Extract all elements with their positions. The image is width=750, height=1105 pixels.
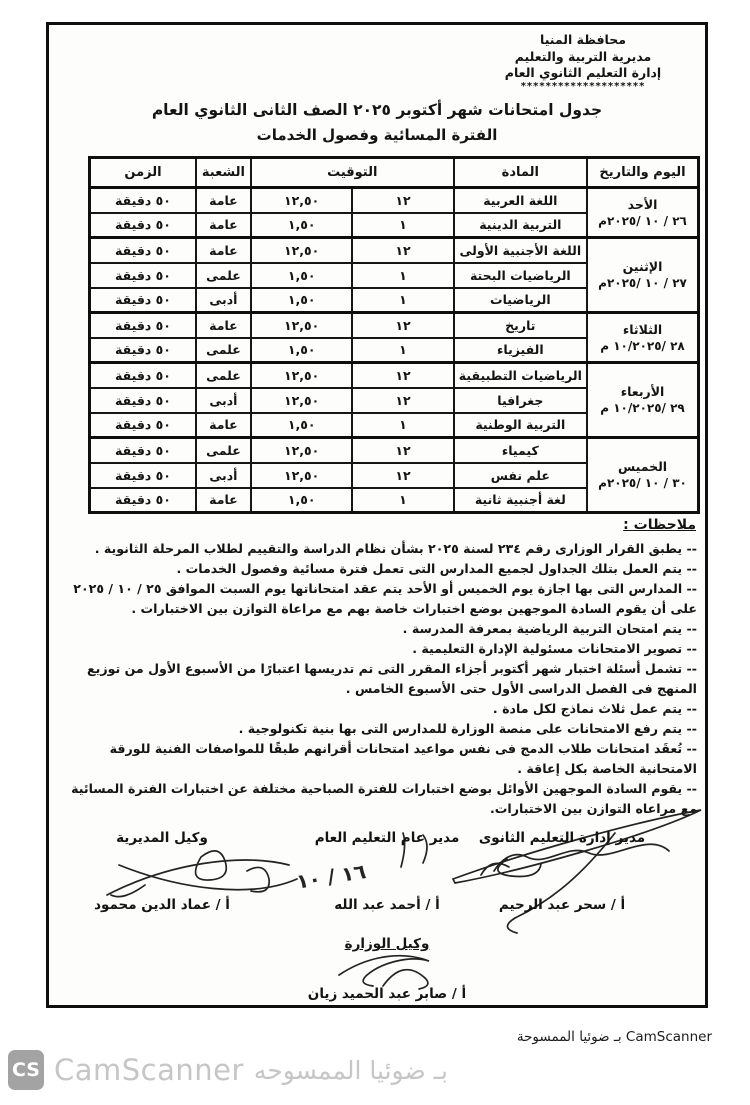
cell-division: عامة [196, 188, 251, 213]
cell-division: عامة [196, 313, 251, 338]
cell-subject: الفيزياء [454, 338, 587, 363]
cell-division: أدبى [196, 463, 251, 488]
camscanner-scan-caption: الممسوحة‎ ضوئيا‎ بـ‎ CamScanner [516, 1029, 712, 1045]
cell-end: ١٢,٥٠ [251, 188, 352, 213]
cell-division: عامة [196, 238, 251, 263]
cell-division: علمى [196, 363, 251, 388]
day-date-cell: الثلاثاء ٢٨ /١٠/٢٠٢٥ م [587, 313, 698, 363]
header-division: الشعبة [196, 158, 251, 188]
cell-duration: ٥٠ دقيقة [90, 288, 196, 313]
cell-duration: ٥٠ دقيقة [90, 263, 196, 288]
cell-division: عامة [196, 488, 251, 513]
signature-name: أ / عماد الدين محمود [94, 897, 230, 913]
cell-end: ١,٥٠ [251, 488, 352, 513]
cell-subject: لغة أجنبية ثانية [454, 488, 587, 513]
signature-title: وكيل المديرية [116, 830, 208, 846]
exam-row [90, 188, 699, 213]
day-date-cell: الإثنين ٢٧ / ١٠ /٢٠٢٥م [587, 238, 698, 313]
signature-name: أ / سحر عبد الرحيم [498, 897, 626, 913]
cell-start: ١٢ [352, 388, 453, 413]
cell-start: ١ [352, 263, 453, 288]
table-header-row [90, 158, 699, 188]
exam-row [90, 238, 699, 263]
cell-subject: اللغة العربية [454, 188, 587, 213]
signature-name: أ / صابر عبد الحميد زيان [307, 986, 467, 1002]
cell-subject: اللغة الأجنبية الأولى [454, 238, 587, 263]
day-date-cell: الخميس ٣٠ / ١٠ /٢٠٢٥م [587, 438, 698, 513]
signature-title: مدير إدارة التعليم الثانوى [478, 830, 646, 846]
notes-list [59, 539, 697, 819]
cell-division: عامة [196, 213, 251, 238]
note-item: -- تُعقَد امتحانات طلاب الدمج فى نفس مواعيد امتحانات أقرانهم طبقًا للمواصفات الفنية للورقة الامتحانية الخاصة بكل إعاقة . [109, 741, 697, 776]
cell-end: ١,٥٠ [251, 288, 352, 313]
day-date-cell: الأحد ٢٦ / ١٠ /٢٠٢٥م [587, 188, 698, 238]
cell-end: ١٢,٥٠ [251, 388, 352, 413]
signature-title: مدير عام التعليم العام [314, 830, 460, 846]
cell-division: علمى [196, 438, 251, 463]
cell-subject: التربية الدينية [454, 213, 587, 238]
camscanner-watermark [8, 1050, 448, 1090]
scanned-document-page [46, 22, 708, 1008]
cell-end: ١,٥٠ [251, 213, 352, 238]
cell-subject: علم نفس [454, 463, 587, 488]
letterhead-governorate: محافظة المنيا [540, 32, 626, 47]
exam-row [90, 313, 699, 338]
cell-subject: كيمياء [454, 438, 587, 463]
cell-start: ١ [352, 288, 453, 313]
header-subject: المادة [454, 158, 587, 188]
note-item: -- يتم رفع الامتحانات على منصة الوزارة للمدارس التى بها بنية تكنولوجية . [238, 721, 697, 736]
cell-end: ١,٥٠ [251, 338, 352, 363]
cell-duration: ٥٠ دقيقة [90, 488, 196, 513]
cell-start: ١ [352, 338, 453, 363]
cell-duration: ٥٠ دقيقة [90, 413, 196, 438]
letterhead [469, 32, 697, 92]
cell-start: ١ [352, 213, 453, 238]
note-item: -- يتم امتحان التربية الرياضية بمعرفة المدرسة . [402, 621, 697, 636]
cell-division: أدبى [196, 388, 251, 413]
note-item: -- يتم عمل ثلاث نماذج لكل مادة . [492, 701, 697, 716]
signature-ministry-undersecretary [287, 936, 487, 1002]
document-subtitle: الفترة المسائية وفصول الخدمات [256, 126, 498, 144]
signatures-section [49, 805, 705, 1010]
watermark-brand: CamScanner [54, 1053, 244, 1087]
note-item: -- المدارس التى بها اجازة يوم الخميس أو الأحد يتم عقد امتحاناتها يوم السبت الموافق ٢٥ / ١٠ / ٢٠٢٥ على أن يقوم السادة الموجهين بوضع اختبارات خاصة بهم مع مراعاة التوازن بين الاختبارات . [73, 581, 697, 616]
cell-start: ١٢ [352, 463, 453, 488]
header-day-date: اليوم والتاريخ [587, 158, 698, 188]
watermark-arabic-text: الممسوحه‎ ضوئيا‎ بـ [253, 1055, 448, 1085]
cell-duration: ٥٠ دقيقة [90, 363, 196, 388]
cell-subject: التربية الوطنية [454, 413, 587, 438]
note-item: -- تشمل أسئلة اختبار شهر أكتوبر أجزاء المقرر التى تم تدريسها اعتبارًا من الأسبوع الأول من توزيع المنهج فى الفصل الدراسى الأول حتى الأسبوع الخامس . [86, 661, 697, 696]
notes-heading: ملاحظات : [623, 517, 696, 533]
day-date-cell: الأربعاء ٢٩ /١٠/٢٠٢٥ م [587, 363, 698, 438]
letterhead-administration: إدارة التعليم الثانوي العام [504, 65, 662, 80]
cell-duration: ٥٠ دقيقة [90, 313, 196, 338]
note-item: -- يطبق القرار الوزارى رقم ٢٣٤ لسنة ٢٠٢٥ بشأن نظام الدراسة والتقييم لطلاب المرحلة الثانوية . [94, 541, 697, 556]
exam-table-body [90, 188, 699, 513]
cell-start: ١ [352, 488, 453, 513]
cell-division: عامة [196, 413, 251, 438]
exam-row [90, 438, 699, 463]
note-item: -- تصوير الامتحانات مسئولية الإدارة التعليمية . [412, 641, 697, 656]
cell-subject: جغرافيا [454, 388, 587, 413]
cell-end: ١٢,٥٠ [251, 313, 352, 338]
cell-start: ١٢ [352, 438, 453, 463]
cell-start: ١٢ [352, 363, 453, 388]
document-title: جدول امتحانات شهر أكتوبر ٢٠٢٥ الصف الثانى الثانوي العام [151, 101, 603, 119]
cell-division: أدبى [196, 288, 251, 313]
note-item: -- يقوم السادة الموجهين الأوائل بوضع اختبارات للفترة الصباحية مختلفة عن اختبارات الفترة المسائية مع مراعاه التوازن بين الاختبارات. [71, 781, 697, 816]
cell-duration: ٥٠ دقيقة [90, 238, 196, 263]
cell-subject: الرياضيات البحتة [454, 263, 587, 288]
cell-end: ١٢,٥٠ [251, 463, 352, 488]
cell-end: ١٢,٥٠ [251, 238, 352, 263]
note-item: -- يتم العمل بتلك الجداول لجميع المدارس التى تعمل فترة مسائية وفصول الخدمات . [176, 561, 697, 576]
cell-start: ١٢ [352, 188, 453, 213]
cell-duration: ٥٠ دقيقة [90, 463, 196, 488]
cell-duration: ٥٠ دقيقة [90, 438, 196, 463]
cell-division: علمى [196, 338, 251, 363]
cell-start: ١٢ [352, 313, 453, 338]
cell-start: ١ [352, 413, 453, 438]
cell-end: ١٢,٥٠ [251, 363, 352, 388]
cell-end: ١٢,٥٠ [251, 438, 352, 463]
exam-schedule-table [88, 156, 700, 514]
header-timing: التوقيت [251, 158, 454, 188]
cell-duration: ٥٠ دقيقة [90, 338, 196, 363]
signature-directorate-deputy [57, 830, 267, 913]
cell-subject: الرياضيات التطبيقية [454, 363, 587, 388]
cell-division: علمى [196, 263, 251, 288]
cell-start: ١٢ [352, 238, 453, 263]
cell-subject: تاريخ [454, 313, 587, 338]
cell-subject: الرياضيات [454, 288, 587, 313]
cell-end: ١,٥٠ [251, 263, 352, 288]
cell-duration: ٥٠ دقيقة [90, 188, 196, 213]
header-duration: الزمن [90, 158, 196, 188]
cell-duration: ٥٠ دقيقة [90, 213, 196, 238]
signature-name: أ / أحمد عبد الله [334, 897, 440, 913]
cell-end: ١,٥٠ [251, 413, 352, 438]
exam-row [90, 363, 699, 388]
camscanner-logo-icon: CS [8, 1050, 44, 1090]
handwritten-date: ١٦ / ١٠ [294, 859, 368, 894]
letterhead-directorate: مديرية التربية والتعليم [514, 48, 652, 64]
letterhead-divider: ******************** [520, 80, 646, 92]
signature-title: وكيل الوزارة [344, 936, 430, 952]
cell-duration: ٥٠ دقيقة [90, 388, 196, 413]
